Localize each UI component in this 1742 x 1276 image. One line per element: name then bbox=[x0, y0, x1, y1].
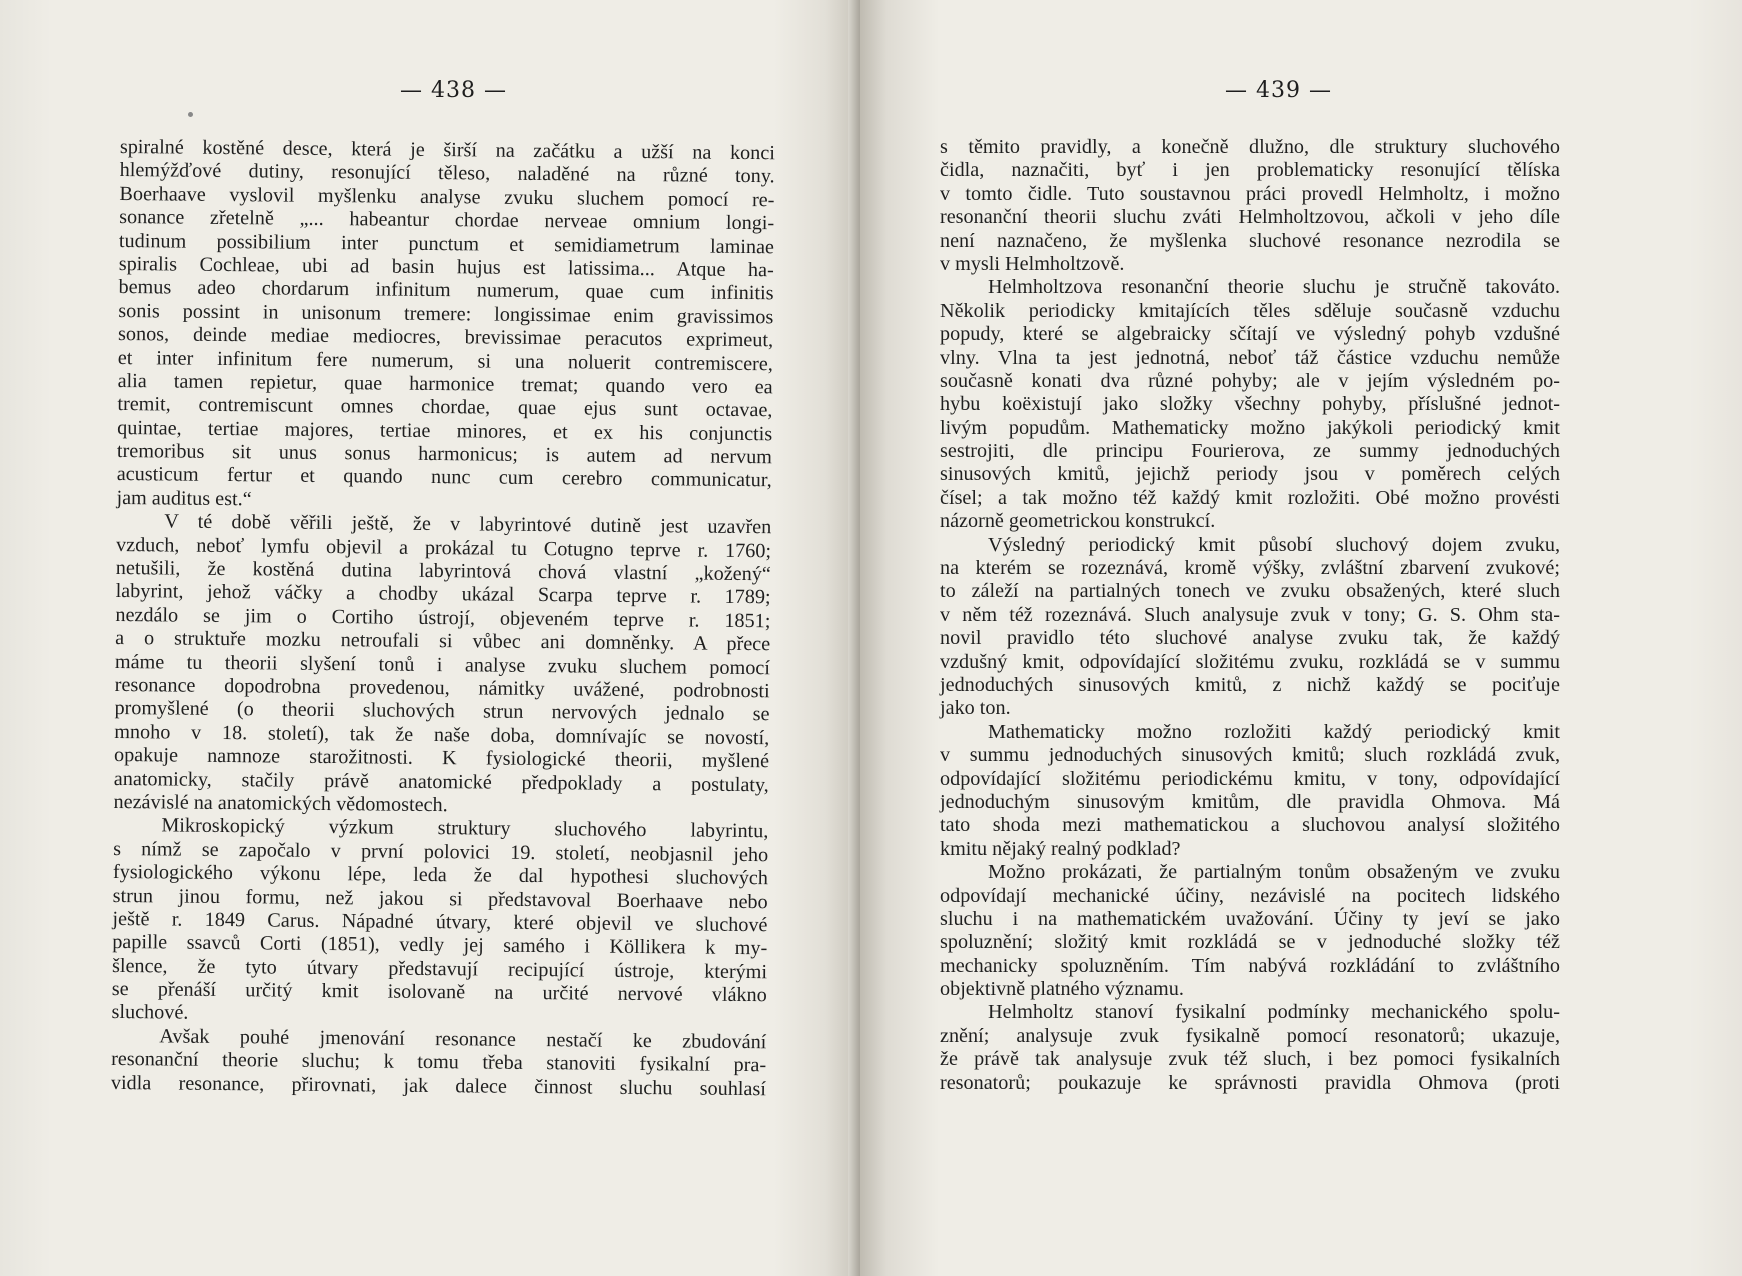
text-line: livým popudům. Mathematicky možno jakýkoli periodický kmit bbox=[940, 416, 1560, 439]
text-line: vzdušný kmit, odpovídající složitému zvuku, rozkládá se v summu bbox=[940, 650, 1560, 673]
text-line: vidla resonance, přirovnati, jak dalece činnost sluchu souhlasí bbox=[110, 1071, 766, 1100]
text-line: opakuje namnoze starožitnosti. K fysiologické theorii, myšlené bbox=[113, 744, 770, 773]
text-line: a o struktuře mozku netroufali si vůbec ani domněnky. A přece bbox=[115, 627, 771, 656]
text-line: spoluznění; složitý kmit rozkládá se v jednoduché složky též bbox=[940, 931, 1560, 954]
text-line: netušili, že kostěná dutina labyrintová chová vlastní „kožený“ bbox=[115, 557, 771, 586]
page-number-right: — 439 — bbox=[1225, 78, 1332, 103]
text-line: hlemýžďové dutiny, resonující těleso, naladěné na různé tony. bbox=[119, 159, 775, 188]
text-line: papille ssavců Corti (1851), vedly jej samého i Köllikera k my- bbox=[112, 931, 768, 960]
text-line: ještě r. 1849 Carus. Nápadné útvary, které objevil ve sluchové bbox=[112, 907, 768, 937]
text-line: strun jinou formu, než jakou si představoval Boerhaave nebo bbox=[112, 884, 768, 913]
text-line: není naznačeno, že myšlenka sluchové resonance nezrodila se bbox=[940, 229, 1560, 252]
text-line: sonance zřetelně „... habeantur chordae nerveae omnium longi- bbox=[119, 206, 775, 235]
text-line: Výsledný periodický kmit působí sluchový dojem zvuku, bbox=[988, 533, 1560, 556]
text-line: sonos, deinde mediae mediocres, brevissimae peracutos exprimeut, bbox=[117, 323, 774, 352]
text-line: v tomto čidle. Tuto soustavnou práci provedl Helmholtz, i možno bbox=[940, 182, 1560, 205]
text-line: sestrojiti, dle principu Fourierova, ze summy jednoduchých bbox=[940, 440, 1560, 463]
text-line: hybu koëxistují jako složky všechny pohyby, příslušné jednot- bbox=[940, 393, 1560, 416]
text-line: kmitu nějaký realný podklad? bbox=[940, 837, 1181, 860]
text-line: quintae, tertiae majores, tertiae minores, et ex his conjunctis bbox=[117, 416, 773, 445]
text-line: názorně geometrickou konstrukcí. bbox=[940, 510, 1216, 533]
text-line: bemus adeo chordarum infinitum numerum, quae cum infinitis bbox=[118, 276, 774, 305]
text-line: v mysli Helmholtzově. bbox=[940, 252, 1125, 275]
text-line: nezávislé na anatomických vědomostech. bbox=[113, 790, 448, 817]
text-line: tudinum possibilium inter punctum et semidiametrum laminae bbox=[118, 229, 775, 258]
text-line: s těmito pravidly, a konečně dlužno, dle struktury sluchového bbox=[940, 136, 1560, 158]
text-line: novil pravidlo této sluchové analyse zvuku tak, že každý bbox=[940, 627, 1560, 650]
text-line: et inter infinitum fere numerum, si una noluerit contremiscere, bbox=[117, 346, 773, 375]
text-line: labyrint, jehož váčky a chodby ukázal Scarpa teprve r. 1789; bbox=[115, 580, 771, 609]
text-line: jednoduchých sinusových kmitů, z nichž každý se pociťuje bbox=[940, 673, 1560, 696]
text-line: promyšlené (o theorii sluchových strun nervových jednalo se bbox=[114, 697, 770, 726]
text-line: resonance dopodrobna provedenou, námitky uvážené, podrobnosti bbox=[114, 673, 770, 703]
text-line: fysiologického výkonu lépe, leda že dal hypothesi sluchových bbox=[112, 861, 769, 890]
page-number-left: — 438 — bbox=[400, 78, 507, 103]
text-line: máme tu theorii slyšení tonů i analyse zvuku sluchem pomocí bbox=[114, 650, 771, 679]
right-page-body bbox=[940, 136, 1560, 1095]
text-line: že právě tak analysuje zvuk též sluch, i bez pomoci fysikalních bbox=[940, 1048, 1560, 1071]
text-line: mechanicky spoluzněním. Tím nabývá rozkládání to zvláštního bbox=[940, 954, 1560, 977]
text-line: znění; analysuje zvuk fysikalně pomocí resonatorů; ukazuje, bbox=[940, 1024, 1560, 1047]
text-line: alia tamen repietur, quae harmonice tremat; quando vero ea bbox=[117, 369, 773, 399]
text-line: tato shoda mezi mathematickou a sluchovou analysí složitého bbox=[940, 814, 1560, 837]
text-line: sinusových kmitů, jejichž periody jsou v poměrech celých bbox=[940, 463, 1560, 486]
text-line: jam auditus est.“ bbox=[116, 486, 252, 511]
text-line: objektivně platného významu. bbox=[940, 978, 1184, 1001]
left-page-body bbox=[111, 136, 775, 1101]
text-line: jako ton. bbox=[940, 697, 1011, 720]
text-line: odpovídají mechanické účiny, nezávislé na pocitech lidského bbox=[940, 884, 1560, 907]
text-line: s nímž se započalo v první polovici 19. století, neobjasnil jeho bbox=[113, 837, 769, 866]
text-line: anatomicky, stačily právě anatomické předpoklady a postulaty, bbox=[113, 767, 769, 796]
text-line: tremoribus sit unus sonus harmonicus; is autem ad nervum bbox=[116, 440, 773, 469]
text-line: odpovídající složitému periodickému kmitu, v tony, odpovídající bbox=[940, 767, 1560, 790]
text-line: šlence, že tyto útvary představují recipující ústroje, kterými bbox=[111, 954, 768, 983]
text-line: Boerhaave vyslovil myšlenku analyse zvuku sluchem pomocí re- bbox=[119, 182, 775, 212]
text-line: resonanční theorii sluchu zváti Helmholtzovou, ačkoli v jeho díle bbox=[940, 206, 1560, 229]
text-line: Avšak pouhé jmenování resonance nestačí ke zbudování bbox=[159, 1025, 767, 1054]
text-line: V té době věřili ještě, že v labyrintové dutině jest uzavřen bbox=[164, 510, 772, 539]
text-line: čidla, naznačiti, byť i jen problematicky resonující tělíska bbox=[940, 159, 1560, 182]
text-line: čísel; a tak možno též každý kmit rozložiti. Obé možno provésti bbox=[940, 486, 1560, 509]
text-line: na kterém se rozeznává, kromě výšky, zvláštní zbarvení zvukové; bbox=[940, 557, 1560, 580]
text-line: mnoho v 18. století), tak že naše doba, domnívajíc se novostí, bbox=[114, 720, 770, 750]
text-line: acusticum fertur et quando nunc cum cerebro communicatur, bbox=[116, 463, 772, 492]
text-line: popudy, které se algebraicky sčítají ve výsledný pohyb vzdušné bbox=[940, 323, 1560, 346]
text-line: vlny. Vlna ta jest jednotná, neboť táž částice vzduchu nemůže bbox=[940, 346, 1560, 369]
text-line: sluchu i na mathematickém uvažování. Účiny ty jeví se jako bbox=[940, 907, 1560, 930]
text-line: sluchové. bbox=[111, 1001, 189, 1025]
text-line: resonanční theorie sluchu; k tomu třeba stanoviti fysikalní pra- bbox=[111, 1048, 767, 1077]
text-line: tremit, contremiscunt omnes chordae, quae ejus sunt octavae, bbox=[117, 393, 773, 422]
left-page bbox=[0, 0, 860, 1276]
ink-speck bbox=[188, 112, 193, 117]
text-line: sonis possint in unisonum tremere: longissimae enim gravissimos bbox=[118, 299, 774, 329]
text-line: současně konati dva různé pohyby; ale v jejím výsledném po- bbox=[940, 369, 1560, 392]
text-line: v něm též rozeznává. Sluch analysuje zvuk v tony; G. S. Ohm sta- bbox=[940, 603, 1560, 626]
text-line: Několik periodicky kmitajících těles sděluje současně vzduchu bbox=[940, 299, 1560, 322]
text-line: to záleží na partialných tonech ve zvuku obsažených, které sluch bbox=[940, 580, 1560, 603]
text-line: Mathematicky možno rozložiti každý periodický kmit bbox=[988, 720, 1560, 743]
text-line: se přenáší určitý kmit isolovaně na určité nervové vlákno bbox=[111, 978, 767, 1007]
text-line: jednoduchým sinusovým kmitům, dle pravidla Ohmova. Má bbox=[940, 790, 1560, 813]
text-line: Mikroskopický výzkum struktury sluchového labyrintu, bbox=[161, 814, 769, 843]
text-line: Helmholtz stanoví fysikalní podmínky mechanického spolu- bbox=[988, 1001, 1560, 1024]
text-line: nezdálo se jim o Cortiho ústrojí, objeveném teprve r. 1851; bbox=[115, 603, 771, 633]
text-line: vzduch, neboť lymfu objevil a prokázal tu Cotugno teprve r. 1760; bbox=[115, 533, 772, 562]
text-line: spiralné kostěné desce, která je širší na začátku a užší na konci bbox=[119, 136, 775, 165]
right-page bbox=[860, 0, 1742, 1276]
text-line: Helmholtzova resonanční theorie sluchu je stručně takováto. bbox=[988, 276, 1560, 299]
text-line: v summu jednoduchých sinusových kmitů; sluch rozkládá zvuk, bbox=[940, 744, 1560, 767]
text-line: Možno prokázati, že partialným tonům obsaženým ve zvuku bbox=[988, 861, 1560, 884]
text-line: resonatorů; poukazuje ke správnosti pravidla Ohmova (proti bbox=[940, 1071, 1560, 1094]
text-line: spiralis Cochleae, ubi ad basin hujus est latissima... Atque ha- bbox=[118, 252, 774, 282]
